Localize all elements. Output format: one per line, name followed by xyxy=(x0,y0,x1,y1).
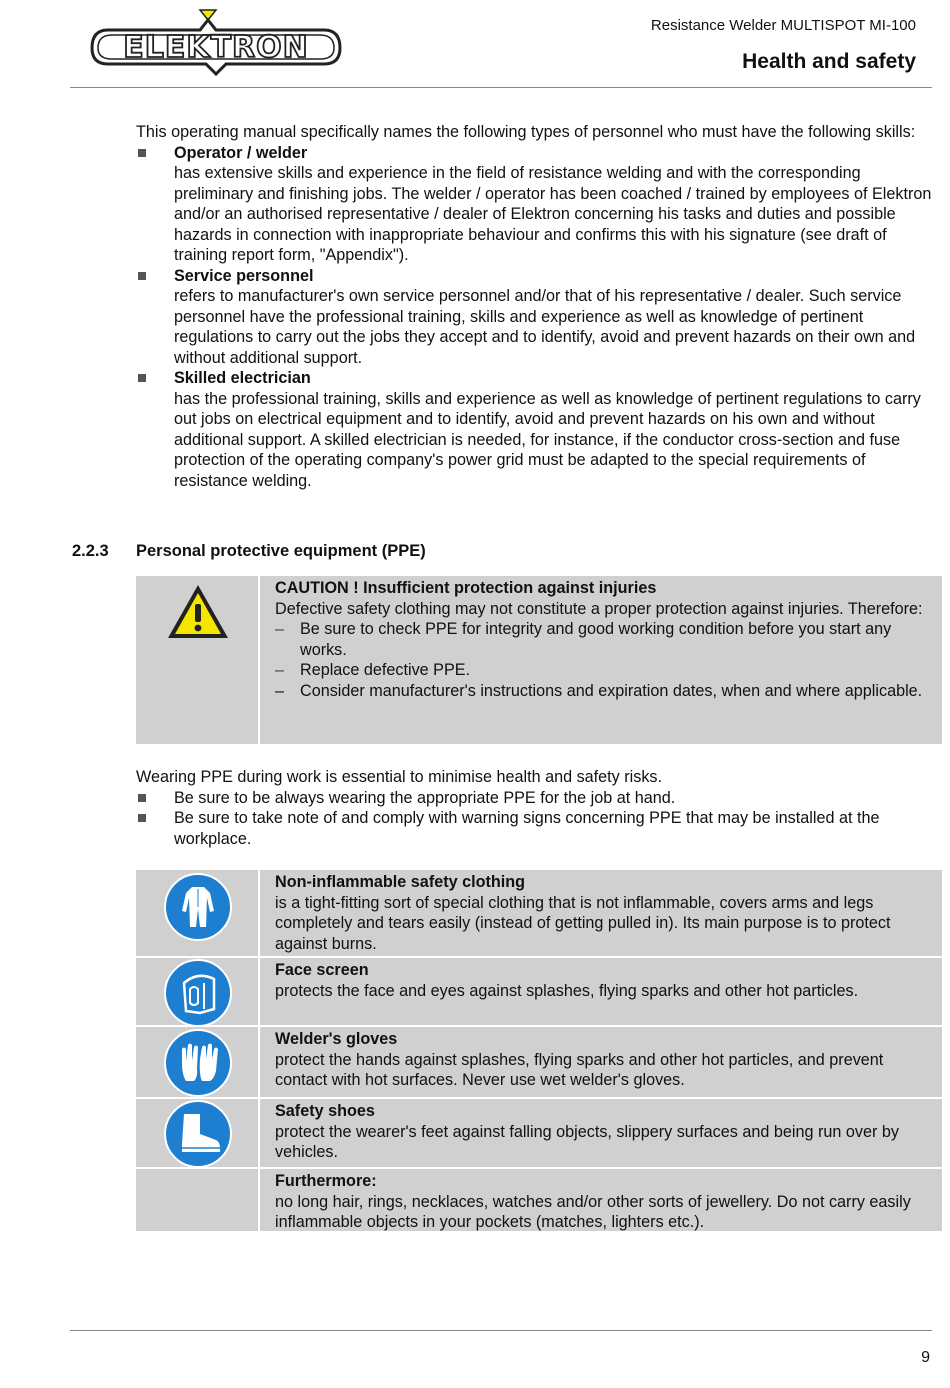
safety-shoes-icon xyxy=(164,1100,232,1168)
intro-paragraph: This operating manual specifically names the following types of personnel who must have the following skills: xyxy=(136,123,916,141)
dash-icon: – xyxy=(275,620,285,638)
ppe-title: Non-inflammable safety clothing xyxy=(275,873,526,891)
personnel-description: refers to manufacturer's own service personnel and/or that of his representative / dealer. Such service personnel have the professional training, skills and experience as well as knowledge of pertinent regulations to carry out the jobs they accept and to identify, avoid and prevent hazards on their own and without additional support. xyxy=(174,287,916,367)
bullet-square-icon xyxy=(138,374,146,382)
bullet-square-icon xyxy=(138,814,146,822)
ppe-title: Furthermore: xyxy=(275,1172,377,1190)
page-header xyxy=(70,0,932,88)
ppe-description: protects the face and eyes against splashes, flying sparks and other hot particles. xyxy=(275,981,859,1000)
wearing-list-item: Be sure to take note of and comply with warning signs concerning PPE that may be installed at the workplace. xyxy=(136,808,932,849)
ppe-row-clothing xyxy=(136,870,942,958)
caution-list-item: – Consider manufacturer's instructions and expiration dates, when and where applicable. xyxy=(275,681,923,700)
ppe-description: no long hair, rings, necklaces, watches and/or other sorts of jewellery. Do not carry easily inflammable objects in your pockets (matches, lighters etc.). xyxy=(275,1192,911,1231)
caution-icon-cell xyxy=(136,576,260,744)
wearing-ppe-section xyxy=(136,767,932,849)
wearing-list-item: Be sure to be always wearing the appropriate PPE for the job at hand. xyxy=(136,788,932,809)
caution-list-item: – Replace defective PPE. xyxy=(275,661,471,679)
ppe-row-furthermore xyxy=(136,1169,942,1231)
warning-triangle-icon xyxy=(165,582,231,642)
ppe-description: protect the wearer's feet against falling objects, slippery surfaces and being run over by vehicles. xyxy=(275,1122,899,1161)
section-number: 2.2.3 xyxy=(72,542,109,560)
ppe-title: Welder's gloves xyxy=(275,1030,398,1048)
personnel-description: has extensive skills and experience in the field of resistance welding and with the corresponding preliminary and finishing jobs. The welder / operator has been coached / trained by employees of Elektron and/or an authorised representative / dealer of Elektron concerning his tasks and duties and possible hazards in connection with inappropriate behaviour and confirms this with his signature (see draft of training report form, "Appendix"). xyxy=(174,164,932,264)
protective-clothing-icon xyxy=(164,873,232,941)
ppe-table xyxy=(136,870,942,1231)
section-heading xyxy=(72,541,426,562)
wearing-intro: Wearing PPE during work is essential to minimise health and safety risks. xyxy=(136,768,663,786)
ppe-title: Face screen xyxy=(275,961,369,979)
elektron-logo xyxy=(88,8,346,80)
section-heading-title: Personal protective equipment (PPE) xyxy=(136,542,426,560)
caution-box xyxy=(136,576,942,744)
ppe-title: Safety shoes xyxy=(275,1102,375,1120)
personnel-section xyxy=(136,122,932,491)
caution-title: CAUTION ! Insufficient protection against injuries xyxy=(275,579,657,597)
ppe-description: protect the hands against splashes, flying sparks and other hot particles, and prevent contact with hot surfaces. Never use wet welder's gloves. xyxy=(275,1050,884,1089)
dash-icon: – xyxy=(275,661,285,679)
personnel-title: Skilled electrician xyxy=(174,369,311,387)
caution-list-item: – Be sure to check PPE for integrity and good working condition before you start any works. xyxy=(275,620,892,659)
bullet-square-icon xyxy=(138,794,146,802)
ppe-description: is a tight-fitting sort of special clothing that is not inflammable, covers arms and legs completely and tears easily (instead of getting pulled in). Its main purpose is to protect against burns. xyxy=(275,893,891,953)
welder-gloves-icon xyxy=(164,1029,232,1097)
dash-icon: – xyxy=(275,681,285,700)
document-title: Resistance Welder MULTISPOT MI-100 xyxy=(650,17,916,34)
footer-divider xyxy=(70,1330,932,1331)
svg-text:ELEKTRON: ELEKTRON xyxy=(123,30,309,65)
ppe-row-shoes xyxy=(136,1099,942,1169)
ppe-row-face-screen xyxy=(136,958,942,1027)
ppe-row-gloves xyxy=(136,1027,942,1099)
personnel-item-service xyxy=(136,266,932,369)
bullet-square-icon xyxy=(138,272,146,280)
personnel-description: has the professional training, skills and experience as well as knowledge of pertinent regulations to carry out jobs on electrical equipment and to identify, avoid and prevent hazards on his own and without additional support. A skilled electrician is needed, for instance, if the conductor cross-section and fuse protection of the operating company's power grid must be adapted to the special requirements of resistance welding. xyxy=(174,389,921,490)
personnel-item-operator xyxy=(136,143,932,266)
page-section-title: Health and safety xyxy=(742,50,916,73)
personnel-item-electrician xyxy=(136,368,932,491)
face-screen-icon xyxy=(164,959,232,1027)
bullet-square-icon xyxy=(138,149,146,157)
personnel-title: Operator / welder xyxy=(174,143,308,162)
caution-text: Defective safety clothing may not constitute a proper protection against injuries. Therefore: xyxy=(275,599,923,618)
personnel-title: Service personnel xyxy=(174,266,314,285)
page-number: 9 xyxy=(921,1349,930,1366)
caution-text-cell xyxy=(275,578,935,701)
